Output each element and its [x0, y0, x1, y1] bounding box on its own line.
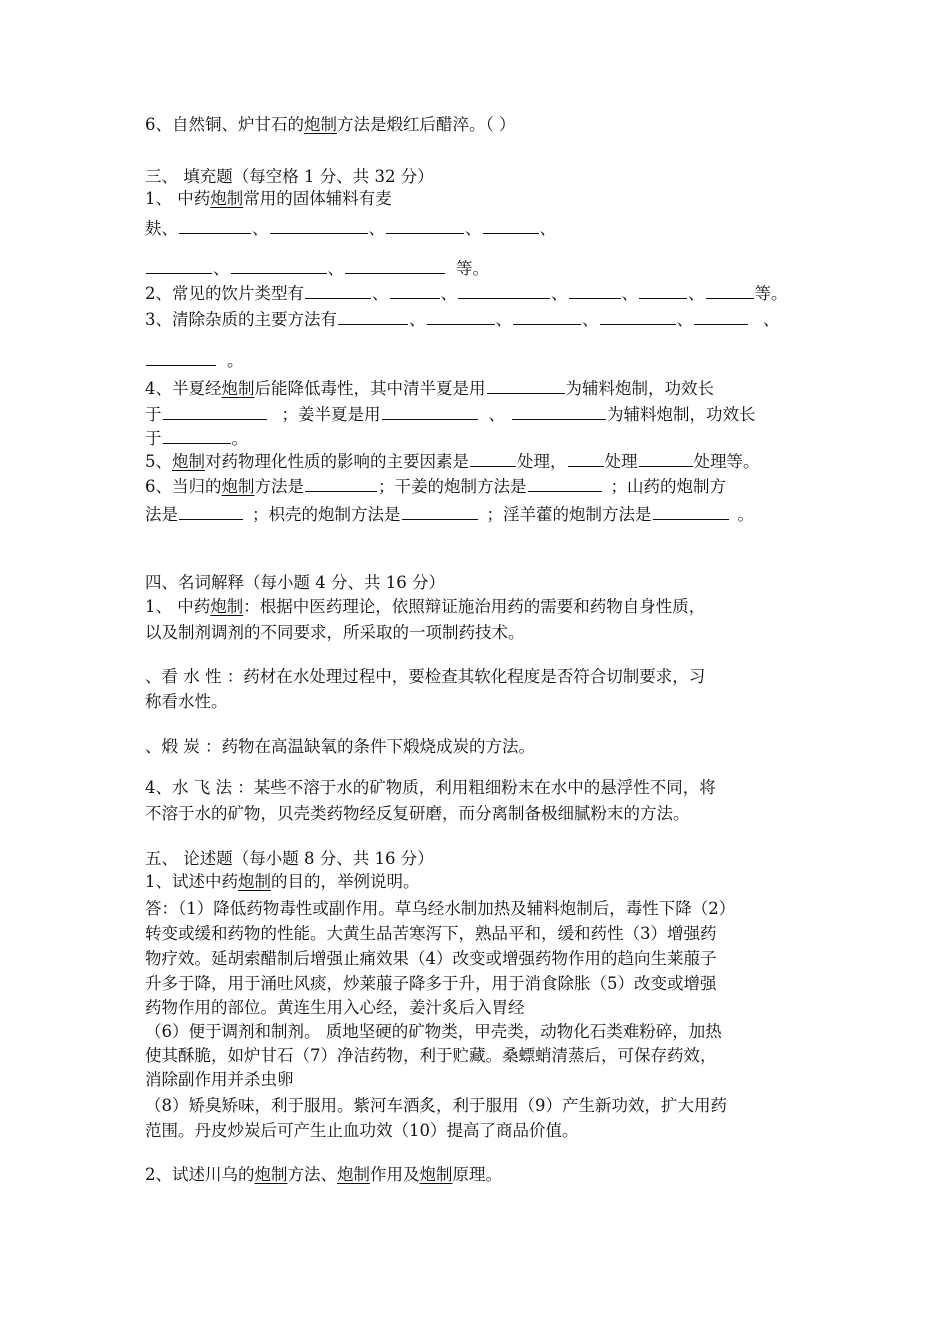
s3-q6-fashi: 法是: [145, 505, 178, 524]
s3-q5-keyword: 炮制: [172, 452, 205, 471]
fill-blank[interactable]: [513, 309, 581, 325]
separator: 、: [582, 310, 599, 329]
fill-blank[interactable]: [694, 309, 748, 325]
separator: 、: [488, 405, 505, 424]
separator: 、: [495, 310, 512, 329]
section-5-heading: 五、 论述题（每小题 8 分、共 16 分）: [145, 849, 434, 868]
s3-q6-prefix: 6、当归的: [145, 477, 222, 496]
fill-blank[interactable]: [146, 258, 212, 274]
separator: 、: [372, 284, 389, 303]
period: 。: [227, 351, 244, 370]
s3-q1-line3: [145, 258, 489, 280]
s3-q6-text: 方法是: [254, 477, 304, 496]
s4-t1-text: ：根据中医药理论，依照辩证施治用药的需要和药物自身性质，: [243, 597, 706, 616]
fill-blank[interactable]: [706, 283, 754, 299]
s5-answer-line: （6）便于调剂和制剂。 质地坚硬的矿物类，甲壳类，动物化石类难粉碎，加热: [145, 1022, 722, 1041]
s3-q5-text: 对药物理化性质的影响的主要因素是: [205, 452, 469, 471]
s3-q3-label: 3、清除杂质的主要方法有: [145, 310, 337, 329]
s5-q2-text: 方法、: [287, 1165, 337, 1184]
separator: 、: [621, 284, 638, 303]
s3-q5-t3: 处理等。: [693, 452, 760, 471]
separator: 、: [551, 284, 568, 303]
s5-answer-line: 消除副作用并杀虫卵: [145, 1070, 294, 1089]
separator: 、: [688, 284, 705, 303]
fill-blank[interactable]: [390, 283, 440, 299]
fill-blank[interactable]: [528, 476, 602, 492]
s3-q1-line2: [145, 218, 556, 240]
s4-term1-line1: [145, 596, 705, 618]
s3-q1-cont: 麸、: [145, 219, 178, 238]
separator: 、: [327, 259, 344, 278]
s5-q2: [145, 1164, 502, 1186]
s3-q4-line1: [145, 378, 714, 400]
s3-q4-text: 后能降低毒性，其中清半夏是用: [254, 379, 486, 398]
s3-q1-text: 常用的固体辅料有麦: [243, 189, 392, 208]
separator: 、: [676, 310, 693, 329]
s3-q5-t1: 处理，: [517, 452, 567, 471]
fill-blank[interactable]: [231, 258, 327, 274]
s3-q2-label: 2、常见的饮片类型有: [145, 284, 304, 303]
s4-term4-line1: 4、水 飞 法 ：某些不溶于水的矿物质，利用粗细粉末在水中的悬浮性不同，将: [145, 778, 716, 797]
s5-answer-line: （8）矫臭矫味，利于服用。紫河车酒炙，利于服用（9）产生新功效，扩大用药: [145, 1096, 727, 1115]
period: 。: [737, 505, 754, 524]
fill-blank[interactable]: [470, 451, 516, 467]
s3-q3-cont: [145, 350, 244, 372]
q6-text-pre: 6、自然铜、炉甘石的: [145, 115, 304, 134]
s3-q4-prefix: 4、半夏经: [145, 379, 222, 398]
s3-q3: [145, 309, 780, 331]
s3-q4-line3: [145, 428, 248, 450]
s3-q4-yu2: 于: [145, 429, 162, 448]
s3-q1-line1: [145, 188, 392, 210]
separator: 、: [213, 259, 230, 278]
question-6-truefalse: [145, 114, 516, 136]
s5-q2-keyword: 炮制: [419, 1165, 453, 1184]
s3-q4-text3: ；姜半夏是用: [281, 405, 381, 424]
s4-term2-line2: 称看水性。: [145, 692, 228, 711]
s4-t1-keyword: 炮制: [210, 597, 244, 616]
fill-blank[interactable]: [483, 218, 539, 234]
s3-q6-text5: ；淫羊藿的炮制方法是: [486, 505, 652, 524]
s3-q2: [145, 283, 788, 305]
fill-blank[interactable]: [179, 504, 243, 520]
s3-q6-line1: [145, 476, 726, 498]
s3-q4-line2: [145, 404, 756, 426]
s4-term2-line1: 、看 水 性 ：药材在水处理过程中，要检查其软化程度是否符合切制要求，习: [145, 667, 706, 686]
s3-q5-t2: 处理: [604, 452, 638, 471]
s3-q1-prefix: 1、 中药: [145, 189, 211, 208]
q6-text-post: 方法是煅红后醋淬。（ ）: [337, 115, 516, 134]
s5-answer-line: 物疗效。延胡索醋制后增强止痛效果（4）改变或增强药物作用的趋向生莱菔子: [145, 949, 717, 968]
s4-term3-line1: 、煅 炭 ：药物在高温缺氧的条件下煅烧成炭的方法。: [145, 737, 535, 756]
s3-q5: [145, 451, 760, 473]
fill-blank[interactable]: [386, 218, 464, 234]
s5-q2-keyword: 炮制: [254, 1165, 288, 1184]
s5-answer-line: 药物作用的部位。黄连生用入心经，姜汁炙后入胃经: [145, 998, 525, 1017]
fill-blank[interactable]: [600, 309, 676, 325]
s3-q5-num: 5、: [145, 452, 172, 471]
separator: 、: [252, 219, 269, 238]
fill-blank[interactable]: [512, 404, 606, 420]
fill-blank[interactable]: [179, 218, 251, 234]
s3-q6-line2: [145, 504, 754, 526]
s3-q6-text4: ；枳壳的炮制方法是: [252, 505, 401, 524]
s4-term1-line2: 以及制剂调剂的不同要求，所采取的一项制药技术。: [145, 623, 525, 642]
fill-blank[interactable]: [345, 258, 445, 274]
separator: 、: [368, 219, 385, 238]
separator: 、: [539, 219, 556, 238]
fill-blank[interactable]: [568, 451, 604, 467]
separator: 、: [440, 284, 457, 303]
fill-blank[interactable]: [569, 283, 621, 299]
s5-q1-keyword: 炮制: [238, 872, 271, 891]
fill-blank[interactable]: [338, 309, 408, 325]
fill-blank[interactable]: [270, 218, 368, 234]
fill-blank[interactable]: [402, 504, 478, 520]
s3-q6-text3: ；山药的炮制方: [610, 477, 726, 496]
fill-blank[interactable]: [427, 309, 495, 325]
s3-q4-keyword: 炮制: [221, 379, 255, 398]
separator: 、: [465, 219, 482, 238]
fill-blank[interactable]: [653, 504, 729, 520]
s5-answer-line: 使其酥脆，如炉甘石（7）净洁药物，利于贮藏。桑螵蛸清蒸后，可保存药效，: [145, 1046, 717, 1065]
q6-keyword: 炮制: [304, 115, 337, 134]
fill-blank[interactable]: [382, 404, 478, 420]
s3-q1-end: 等。: [456, 259, 489, 278]
s5-answer-line: 转变或缓和药物的性能。大黄生品苦寒泻下，熟品平和，缓和药性（3）增强药: [145, 924, 717, 943]
s3-q4-text2: 为辅料炮制，功效长: [565, 379, 714, 398]
s3-q6-keyword: 炮制: [221, 477, 255, 496]
fill-blank[interactable]: [639, 451, 693, 467]
fill-blank[interactable]: [163, 428, 231, 444]
fill-blank[interactable]: [305, 283, 371, 299]
s5-q2-text2: 作用及: [370, 1165, 420, 1184]
fill-blank[interactable]: [487, 378, 565, 394]
separator: 、: [763, 310, 780, 329]
fill-blank[interactable]: [163, 404, 267, 420]
s3-q1-keyword: 炮制: [210, 189, 244, 208]
s3-q6-text2: ；干姜的炮制方法是: [378, 477, 527, 496]
s5-q1-prefix: 1、试述中药: [145, 872, 238, 891]
fill-blank[interactable]: [458, 283, 550, 299]
s5-q2-prefix: 2、试述川乌的: [145, 1165, 255, 1184]
fill-blank[interactable]: [146, 350, 216, 366]
s3-q4-yu: 于: [145, 405, 162, 424]
s5-q1: [145, 871, 420, 893]
period: 。: [231, 429, 248, 448]
s5-answer-line: 答：（1）降低药物毒性或副作用。草乌经水制加热及辅料炮制后，毒性下降（2）: [145, 899, 736, 918]
s5-q2-keyword: 炮制: [337, 1165, 370, 1184]
section-3-heading: 三、 填充题（每空格 1 分、共 32 分）: [145, 167, 434, 186]
fill-blank[interactable]: [639, 283, 687, 299]
section-4-heading: 四、名词解释（每小题 4 分、共 16 分）: [145, 573, 445, 592]
s5-answer-line: 范围。丹皮炒炭后可产生止血功效（10）提高了商品价值。: [145, 1121, 579, 1140]
s5-q1-text: 的目的，举例说明。: [271, 872, 420, 891]
s3-q4-text4: 为辅料炮制，功效长: [607, 405, 756, 424]
fill-blank[interactable]: [305, 476, 377, 492]
s5-q2-text3: 原理。: [452, 1165, 502, 1184]
separator: 、: [409, 310, 426, 329]
s4-term4-line2: 不溶于水的矿物，贝壳类药物经反复研磨，而分离制备极细腻粉末的方法。: [145, 804, 690, 823]
s3-q2-end: 等。: [754, 284, 788, 303]
s4-t1-prefix: 1、 中药: [145, 597, 211, 616]
s5-answer-line: 升多于降，用于涌吐风痰，炒莱菔子降多于升，用于消食除胀（5）改变或增强: [145, 974, 717, 993]
